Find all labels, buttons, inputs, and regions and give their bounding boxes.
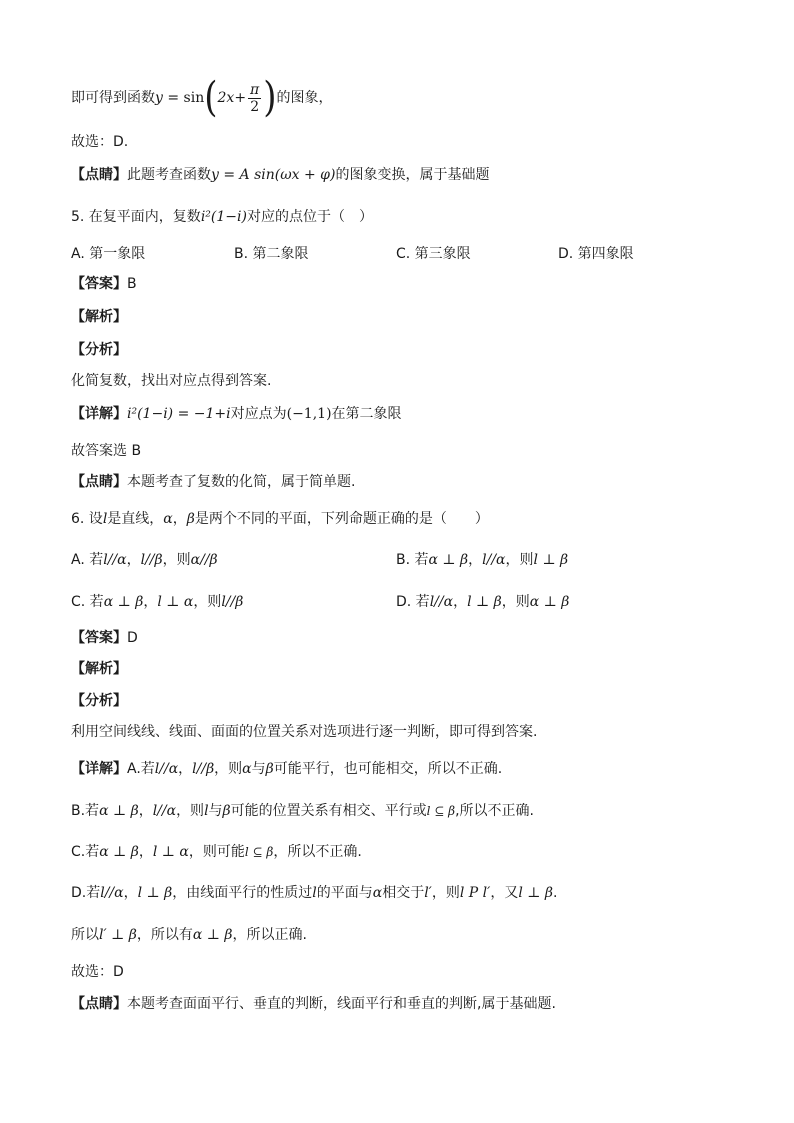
- math: l ⊥ β: [518, 885, 553, 901]
- text: ，则: [505, 552, 534, 568]
- math-var: β: [222, 803, 231, 819]
- text: ，由线面平行的性质过: [172, 885, 313, 901]
- math: l//α: [154, 761, 179, 777]
- section-tag: 【答案】: [71, 276, 127, 292]
- math: l ⊆ β: [244, 845, 274, 859]
- detail-line-c: [71, 842, 362, 862]
- section-tag: 【点睛】: [71, 167, 127, 183]
- section-tag: 【答案】: [71, 630, 127, 646]
- option-label: C. 若: [71, 594, 104, 610]
- question-text: 是两个不同的平面，下列命题正确的是（ ）: [194, 511, 489, 527]
- math: l//α: [152, 803, 177, 819]
- math: l//α: [103, 552, 127, 568]
- math-expression: i²(1−i): [200, 209, 247, 225]
- math-expression: i²(1−i) = −1+i: [127, 406, 231, 422]
- section-tag: 【解析】: [71, 661, 127, 677]
- math-op: = sin: [162, 90, 205, 106]
- text: ，则: [176, 803, 205, 819]
- text: ，则: [501, 594, 530, 610]
- right-paren: ): [263, 74, 277, 122]
- text: ，则: [162, 552, 191, 568]
- text: ，则: [431, 885, 460, 901]
- text: .: [552, 885, 558, 901]
- question-text: 6. 设: [71, 511, 103, 527]
- option-label: A. 若: [71, 552, 104, 568]
- comment-line: [71, 994, 556, 1014]
- detail-line-b: [71, 801, 534, 821]
- math: α ⊥ β: [99, 844, 139, 860]
- math-var: α: [163, 511, 173, 527]
- answer-value: D: [127, 630, 138, 646]
- choice-line: 故选：D: [71, 964, 124, 980]
- left-paren: (: [204, 74, 218, 122]
- text: ，所以有: [136, 927, 193, 943]
- section-tag: 【点睛】: [71, 996, 127, 1012]
- question-5: [71, 207, 373, 227]
- answer-line: [71, 628, 138, 648]
- text: ，则可能: [188, 844, 245, 860]
- option-d: [396, 592, 569, 612]
- answer-value: B: [127, 276, 137, 292]
- choice-line: 故选：D.: [71, 134, 129, 150]
- text: 本题考查面面平行、垂直的判断，线面平行和垂直的判断,属于基础题.: [127, 996, 556, 1012]
- text: ，: [126, 552, 141, 568]
- text: ，又: [490, 885, 519, 901]
- math: α ⊥ β: [529, 594, 570, 610]
- text: 此题考查函数: [127, 167, 211, 183]
- math-expression: y = A sin(ωx + φ): [211, 167, 336, 183]
- math: l//β: [221, 594, 244, 610]
- solution-line-function-result: [71, 74, 333, 122]
- text: 相交于: [382, 885, 425, 901]
- option-label: B. 若: [396, 552, 429, 568]
- text: 与: [208, 803, 223, 819]
- choice-line: 故答案选 B: [71, 443, 142, 459]
- text: ，: [453, 594, 468, 610]
- detail-line: [71, 404, 402, 424]
- math: α ⊥ β: [99, 803, 139, 819]
- math: l//β: [140, 552, 163, 568]
- math: l P l′: [459, 885, 491, 901]
- math: l//α: [429, 594, 454, 610]
- question-text: 对应的点位于（ ）: [246, 209, 373, 225]
- text: 对应点为: [230, 406, 287, 422]
- option-a: [71, 550, 218, 570]
- detail-line-d: [71, 883, 557, 903]
- text: ，: [138, 803, 153, 819]
- text: ，: [172, 511, 187, 527]
- math-var: l′: [424, 885, 432, 901]
- text: C.若: [71, 844, 100, 860]
- text: 即可得到函数: [71, 90, 155, 106]
- fraction-denominator: 2: [250, 98, 260, 115]
- section-tag: 【详解】: [71, 406, 127, 422]
- text: ，则: [214, 761, 243, 777]
- math-var: α: [372, 885, 383, 901]
- math-var: l: [102, 511, 108, 527]
- math: α ⊥ β: [428, 552, 469, 568]
- option-d: D. 第四象限: [558, 246, 634, 262]
- math: α ⊥ β: [192, 927, 233, 943]
- text: 的图象变换，属于基础题: [335, 167, 490, 183]
- option-c: C. 第三象限: [396, 246, 471, 262]
- math: l//β: [192, 761, 215, 777]
- detail-line-a: [71, 759, 502, 779]
- text: ,所以不正确.: [455, 803, 535, 819]
- math-op: +: [234, 90, 247, 106]
- section-tag: 【点睛】: [71, 474, 127, 490]
- math: α ⊥ β: [103, 594, 144, 610]
- math-var: β: [265, 761, 274, 777]
- math: l ⊆ β: [426, 804, 456, 818]
- option-c: [71, 592, 243, 612]
- text: 在第二象限: [331, 406, 402, 422]
- analysis-text: 利用空间线线、线面、面面的位置关系对选项进行逐一判断，即可得到答案.: [71, 724, 538, 740]
- text: ，则: [193, 594, 222, 610]
- math-var: y: [155, 90, 163, 106]
- math-var: l: [312, 885, 317, 901]
- section-tag: 【分析】: [71, 693, 127, 709]
- math: l ⊥ α: [152, 844, 189, 860]
- section-tag: 【分析】: [71, 342, 127, 358]
- math: l ⊥ β: [137, 885, 173, 901]
- conclusion-line: [71, 925, 307, 945]
- math-term: 2x: [217, 90, 235, 106]
- text: ，所以正确.: [232, 927, 307, 943]
- text: 可能平行，也可能相交，所以不正确.: [273, 761, 503, 777]
- math: α//β: [190, 552, 218, 568]
- text: D.若: [71, 885, 101, 901]
- question-text: 是直线，: [107, 511, 164, 527]
- text: ，所以不正确.: [273, 844, 362, 860]
- comment-line: [71, 165, 489, 185]
- math: l ⊥ β: [467, 594, 502, 610]
- text: ，: [138, 844, 153, 860]
- fraction-numerator: π: [250, 81, 260, 98]
- math: l ⊥ α: [157, 594, 194, 610]
- analysis-text: 化简复数，找出对应点得到答案.: [71, 373, 272, 389]
- math-point: (−1,1): [286, 406, 332, 422]
- math: l//α: [100, 885, 124, 901]
- section-tag: 【详解】: [71, 761, 127, 777]
- question-text: 5. 在复平面内，复数: [71, 209, 201, 225]
- fraction-pi-over-2: [248, 82, 261, 115]
- math-var: β: [186, 511, 195, 527]
- text: ，: [178, 761, 193, 777]
- option-label: D. 若: [396, 594, 430, 610]
- option-a: A. 第一象限: [71, 246, 146, 262]
- text: ，: [143, 594, 158, 610]
- comment-line: [71, 472, 355, 492]
- text: 的图象，: [276, 90, 333, 106]
- math-var: l: [204, 803, 209, 819]
- math: l ⊥ β: [533, 552, 569, 568]
- section-tag: 【解析】: [71, 309, 127, 325]
- text: B.若: [71, 803, 100, 819]
- text: 与: [251, 761, 266, 777]
- answer-line: [71, 274, 137, 294]
- text: A.若: [127, 761, 155, 777]
- text: 所以: [71, 927, 99, 943]
- math: l′ ⊥ β: [99, 927, 137, 943]
- option-b: B. 第二象限: [234, 246, 309, 262]
- math: l//α: [482, 552, 506, 568]
- text: 本题考查了复数的化简，属于简单题.: [127, 474, 356, 490]
- text: 可能的位置关系有相交、平行或: [230, 803, 427, 819]
- question-6: [71, 509, 489, 529]
- option-b: [396, 550, 568, 570]
- math-var: α: [242, 761, 252, 777]
- text: ，: [468, 552, 483, 568]
- text: ，: [123, 885, 138, 901]
- text: 的平面与: [316, 885, 373, 901]
